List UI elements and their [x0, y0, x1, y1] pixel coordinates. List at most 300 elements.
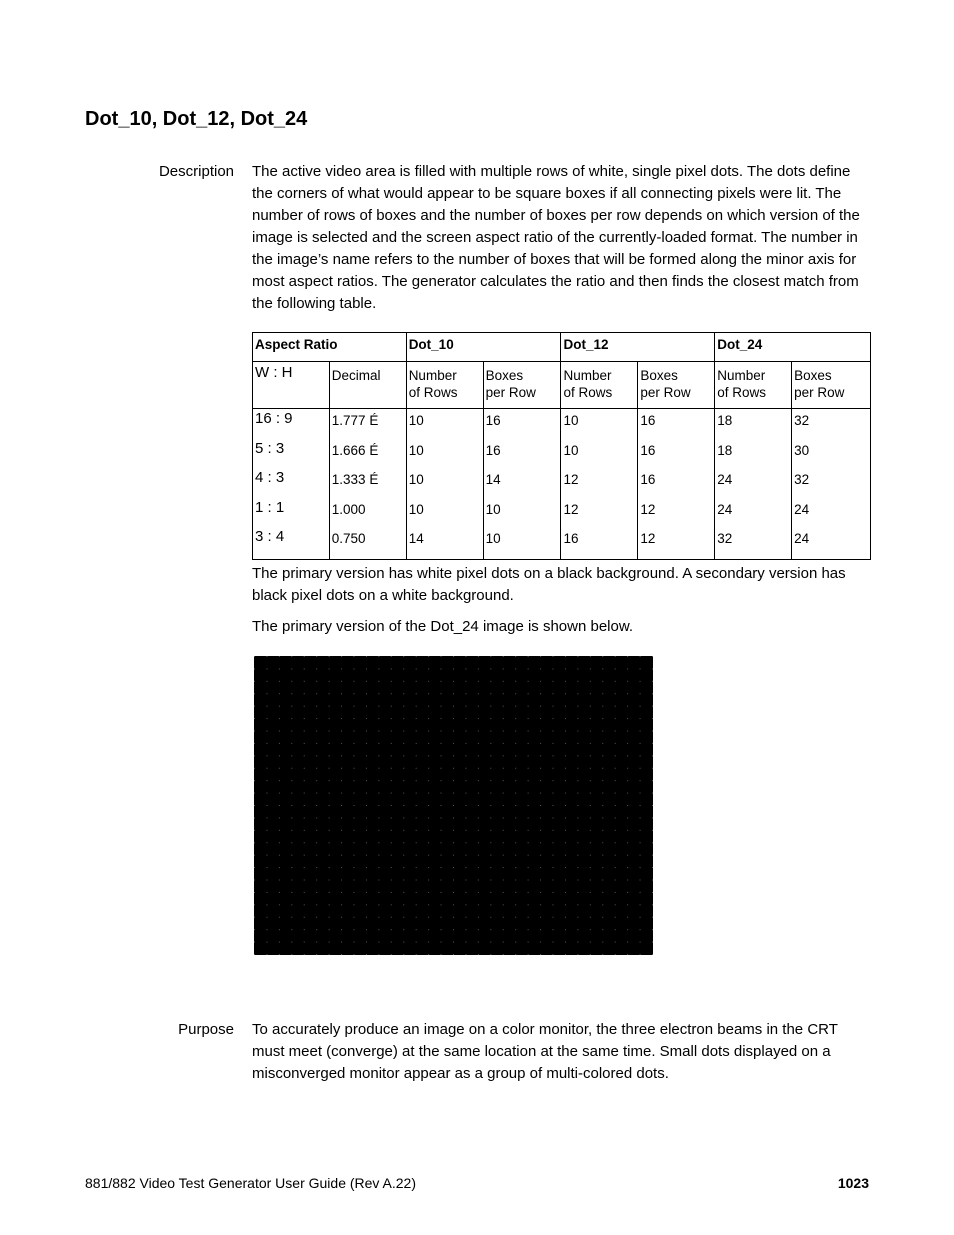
pixel-dot — [366, 817, 367, 818]
pixel-dot — [316, 793, 317, 794]
pixel-dot — [279, 917, 280, 918]
pixel-dot — [391, 780, 392, 781]
sub-header-rows: Number of Rows — [408, 368, 458, 400]
pixel-dot — [341, 693, 342, 694]
pixel-dot — [428, 917, 429, 918]
pixel-dot — [378, 830, 379, 831]
pixel-dot — [652, 867, 653, 868]
pixel-dot — [528, 830, 529, 831]
pixel-dot — [254, 718, 255, 719]
pixel-dot — [403, 929, 404, 930]
pixel-dot — [391, 693, 392, 694]
pixel-dot — [416, 743, 417, 744]
pixel-dot — [602, 656, 603, 657]
pixel-dot — [366, 718, 367, 719]
pixel-dot — [279, 817, 280, 818]
pixel-dot — [304, 929, 305, 930]
pixel-dot — [478, 731, 479, 732]
pixel-dot — [416, 855, 417, 856]
pixel-dot — [640, 656, 641, 657]
column-dot12-boxes — [638, 409, 715, 560]
pixel-dot — [627, 693, 628, 694]
pixel-dot — [540, 855, 541, 856]
pixel-dot — [590, 793, 591, 794]
pixel-dot — [515, 817, 516, 818]
pixel-dot — [490, 793, 491, 794]
pixel-dot — [515, 743, 516, 744]
pixel-dot — [490, 780, 491, 781]
pixel-dot — [428, 780, 429, 781]
pixel-dot — [416, 904, 417, 905]
pixel-dot — [391, 817, 392, 818]
pixel-dot — [366, 929, 367, 930]
pixel-dot — [441, 805, 442, 806]
pixel-dot — [590, 929, 591, 930]
pixel-dot — [341, 942, 342, 943]
pixel-dot — [279, 681, 280, 682]
pixel-dot — [378, 942, 379, 943]
pixel-dot — [590, 817, 591, 818]
pixel-dot — [515, 718, 516, 719]
pixel-dot — [266, 718, 267, 719]
pixel-dot — [291, 718, 292, 719]
pixel-dot — [503, 880, 504, 881]
pixel-dot — [478, 892, 479, 893]
pixel-dot — [490, 954, 491, 955]
pixel-dot — [490, 706, 491, 707]
pixel-dot — [515, 768, 516, 769]
pixel-dot — [254, 681, 255, 682]
pixel-dot — [590, 805, 591, 806]
pixel-dot — [304, 954, 305, 955]
pixel-dot — [553, 830, 554, 831]
pixel-dot — [602, 855, 603, 856]
pixel-dot — [503, 942, 504, 943]
pixel-dot — [503, 867, 504, 868]
pixel-dot — [354, 706, 355, 707]
pixel-dot — [366, 681, 367, 682]
pixel-dot — [627, 855, 628, 856]
pixel-dot — [266, 656, 267, 657]
pixel-dot — [540, 929, 541, 930]
pixel-dot — [465, 892, 466, 893]
pixel-dot — [652, 842, 653, 843]
pixel-dot — [304, 731, 305, 732]
pixel-dot — [354, 817, 355, 818]
pixel-dot — [540, 693, 541, 694]
pixel-dot — [553, 929, 554, 930]
pixel-dot — [403, 855, 404, 856]
pixel-dot — [416, 731, 417, 732]
pixel-dot — [652, 755, 653, 756]
pixel-dot — [403, 892, 404, 893]
pixel-dot — [565, 693, 566, 694]
pixel-dot — [465, 880, 466, 881]
pixel-dot — [341, 780, 342, 781]
pixel-dot — [378, 793, 379, 794]
pixel-dot — [329, 768, 330, 769]
pixel-dot — [478, 718, 479, 719]
versions-paragraph: The primary version has white pixel dots on a black background. A secondary version has black pixel dots on a white background. — [252, 565, 846, 604]
pixel-dot — [354, 731, 355, 732]
sub-header-rows: Number of Rows — [717, 368, 766, 400]
pixel-dot — [528, 706, 529, 707]
table-cell: 16 : 9 — [255, 410, 293, 427]
pixel-dot — [304, 656, 305, 657]
pixel-dot — [254, 793, 255, 794]
pixel-dot — [652, 892, 653, 893]
pixel-dot — [366, 954, 367, 955]
pixel-dot — [266, 681, 267, 682]
pixel-dot — [615, 693, 616, 694]
pixel-dot — [627, 867, 628, 868]
sub-header-cell — [715, 362, 792, 409]
pixel-dot — [316, 668, 317, 669]
pixel-dot — [403, 904, 404, 905]
pixel-dot — [553, 842, 554, 843]
pixel-dot — [627, 656, 628, 657]
pixel-dot — [590, 867, 591, 868]
pixel-dot — [528, 681, 529, 682]
pixel-dot — [391, 855, 392, 856]
pixel-dot — [416, 880, 417, 881]
sub-header-cell — [253, 362, 330, 409]
pixel-dot — [441, 892, 442, 893]
pixel-dot — [627, 731, 628, 732]
pixel-dot — [553, 805, 554, 806]
pixel-dot — [652, 693, 653, 694]
pixel-dot — [329, 929, 330, 930]
pixel-dot — [490, 656, 491, 657]
pixel-dot — [266, 929, 267, 930]
pixel-dot — [391, 830, 392, 831]
pixel-dot — [254, 731, 255, 732]
pixel-dot — [304, 817, 305, 818]
pixel-dot — [453, 718, 454, 719]
pixel-dot — [528, 954, 529, 955]
table-cell: 10 — [408, 501, 424, 517]
pixel-dot — [316, 917, 317, 918]
pixel-dot — [316, 867, 317, 868]
pixel-dot — [602, 830, 603, 831]
pixel-dot — [627, 842, 628, 843]
pixel-dot — [428, 842, 429, 843]
pixel-dot — [540, 942, 541, 943]
pixel-dot — [602, 805, 603, 806]
pixel-dot — [266, 954, 267, 955]
pixel-dot — [615, 942, 616, 943]
pixel-dot — [366, 855, 367, 856]
pixel-dot — [378, 706, 379, 707]
pixel-dot — [366, 768, 367, 769]
pixel-dot — [515, 656, 516, 657]
pixel-dot — [528, 929, 529, 930]
pixel-dot — [416, 867, 417, 868]
pixel-dot — [291, 855, 292, 856]
dot-24-pattern-image — [254, 656, 653, 955]
pixel-dot — [279, 880, 280, 881]
pixel-dot — [316, 656, 317, 657]
table-cell: 14 — [408, 531, 424, 546]
pixel-dot — [341, 904, 342, 905]
pixel-dot — [403, 718, 404, 719]
pixel-dot — [279, 768, 280, 769]
pixel-dot — [441, 768, 442, 769]
pixel-dot — [465, 929, 466, 930]
pixel-dot — [503, 755, 504, 756]
pixel-dot — [627, 954, 628, 955]
pixel-dot — [640, 892, 641, 893]
pixel-dot — [602, 681, 603, 682]
pixel-dot — [652, 929, 653, 930]
pixel-dot — [615, 954, 616, 955]
pixel-dot — [416, 755, 417, 756]
pixel-dot — [329, 755, 330, 756]
pixel-dot — [266, 867, 267, 868]
pixel-dot — [341, 880, 342, 881]
pixel-dot — [602, 693, 603, 694]
pixel-dot — [640, 668, 641, 669]
pixel-dot — [652, 855, 653, 856]
pixel-dot — [279, 706, 280, 707]
pixel-dot — [602, 743, 603, 744]
pixel-dot — [503, 892, 504, 893]
pixel-dot — [291, 942, 292, 943]
pixel-dot — [391, 929, 392, 930]
pixel-dot — [553, 904, 554, 905]
pixel-dot — [627, 929, 628, 930]
pixel-dot — [553, 743, 554, 744]
pixel-dot — [453, 880, 454, 881]
pixel-dot — [341, 706, 342, 707]
pixel-dot — [291, 954, 292, 955]
pixel-dot — [254, 693, 255, 694]
pixel-dot — [391, 842, 392, 843]
pixel-dot — [615, 917, 616, 918]
pixel-dot — [391, 718, 392, 719]
pixel-dot — [528, 768, 529, 769]
pixel-dot — [565, 842, 566, 843]
pixel-dot — [590, 954, 591, 955]
pixel-dot — [503, 805, 504, 806]
pixel-dot — [279, 830, 280, 831]
pixel-dot — [453, 904, 454, 905]
pixel-dot — [490, 904, 491, 905]
pixel-dot — [528, 904, 529, 905]
pixel-dot — [279, 793, 280, 794]
pixel-dot — [354, 780, 355, 781]
pixel-dot — [291, 693, 292, 694]
pixel-dot — [478, 656, 479, 657]
pixel-dot — [627, 805, 628, 806]
pixel-dot — [453, 917, 454, 918]
sub-header-boxes: Boxes per Row — [485, 368, 536, 400]
pixel-dot — [478, 805, 479, 806]
pixel-dot — [652, 768, 653, 769]
pixel-dot — [428, 681, 429, 682]
pixel-dot — [540, 892, 541, 893]
pixel-dot — [490, 929, 491, 930]
pixel-dot — [441, 718, 442, 719]
table-cell: 24 — [717, 501, 733, 517]
pixel-dot — [590, 656, 591, 657]
pixel-dot — [490, 880, 491, 881]
pixel-dot — [565, 954, 566, 955]
pixel-dot — [291, 929, 292, 930]
pixel-dot — [515, 693, 516, 694]
pixel-dot — [577, 693, 578, 694]
pixel-dot — [565, 731, 566, 732]
pixel-dot — [416, 681, 417, 682]
pixel-dot — [441, 681, 442, 682]
pixel-dot — [403, 817, 404, 818]
pixel-dot — [453, 743, 454, 744]
pixel-dot — [453, 817, 454, 818]
pixel-dot — [354, 954, 355, 955]
pixel-dot — [378, 755, 379, 756]
pixel-dot — [503, 768, 504, 769]
pixel-dot — [441, 668, 442, 669]
sub-header-cell — [329, 362, 406, 409]
table-cell: 32 — [794, 413, 810, 428]
pixel-dot — [565, 656, 566, 657]
pixel-dot — [291, 793, 292, 794]
pixel-dot — [266, 904, 267, 905]
pixel-dot — [391, 706, 392, 707]
column-dot24-boxes — [792, 409, 871, 560]
pixel-dot — [291, 731, 292, 732]
pixel-dot — [553, 880, 554, 881]
pixel-dot — [453, 842, 454, 843]
pixel-dot — [490, 668, 491, 669]
pixel-dot — [590, 855, 591, 856]
pixel-dot — [279, 942, 280, 943]
pixel-dot — [378, 743, 379, 744]
pixel-dot — [291, 743, 292, 744]
pixel-dot — [378, 780, 379, 781]
pixel-dot — [540, 780, 541, 781]
pixel-dot — [490, 842, 491, 843]
pixel-dot — [254, 768, 255, 769]
aspect-ratio-table — [252, 332, 871, 560]
pixel-dot — [465, 718, 466, 719]
pixel-dot — [577, 718, 578, 719]
pixel-dot — [341, 805, 342, 806]
pixel-dot — [366, 793, 367, 794]
pixel-dot — [577, 656, 578, 657]
pixel-dot — [366, 731, 367, 732]
pixel-dot — [478, 793, 479, 794]
pixel-dot — [503, 780, 504, 781]
pixel-dot — [465, 942, 466, 943]
pixel-dot — [403, 656, 404, 657]
pixel-dot — [279, 855, 280, 856]
pixel-dot — [503, 668, 504, 669]
pixel-dot — [528, 867, 529, 868]
header-dot-24: Dot_24 — [715, 333, 871, 362]
pixel-dot — [515, 830, 516, 831]
pixel-dot — [590, 693, 591, 694]
pixel-dot — [416, 892, 417, 893]
pixel-dot — [441, 830, 442, 831]
pixel-dot — [341, 929, 342, 930]
pixel-dot — [503, 693, 504, 694]
pixel-dot — [441, 755, 442, 756]
pixel-dot — [254, 706, 255, 707]
pixel-dot — [366, 917, 367, 918]
pixel-dot — [540, 743, 541, 744]
pixel-dot — [627, 892, 628, 893]
pixel-dot — [627, 706, 628, 707]
dot-grid — [254, 656, 653, 955]
pixel-dot — [528, 656, 529, 657]
pixel-dot — [316, 929, 317, 930]
pixel-dot — [652, 668, 653, 669]
pixel-dot — [329, 668, 330, 669]
pixel-dot — [354, 755, 355, 756]
pixel-dot — [528, 942, 529, 943]
pixel-dot — [416, 718, 417, 719]
pixel-dot — [640, 718, 641, 719]
pixel-dot — [378, 656, 379, 657]
pixel-dot — [503, 743, 504, 744]
pixel-dot — [540, 718, 541, 719]
pixel-dot — [490, 942, 491, 943]
pixel-dot — [528, 743, 529, 744]
pixel-dot — [553, 706, 554, 707]
pixel-dot — [378, 904, 379, 905]
table-cell: 5 : 3 — [255, 439, 285, 457]
pixel-dot — [354, 830, 355, 831]
pixel-dot — [341, 681, 342, 682]
pixel-dot — [254, 668, 255, 669]
table-cell: 12 — [563, 472, 579, 487]
pixel-dot — [329, 656, 330, 657]
pixel-dot — [615, 842, 616, 843]
pixel-dot — [366, 830, 367, 831]
pixel-dot — [615, 780, 616, 781]
pixel-dot — [553, 768, 554, 769]
pixel-dot — [391, 731, 392, 732]
pixel-dot — [453, 681, 454, 682]
pixel-dot — [291, 880, 292, 881]
pixel-dot — [403, 830, 404, 831]
table-data-row — [253, 409, 871, 560]
pixel-dot — [366, 805, 367, 806]
pixel-dot — [279, 656, 280, 657]
pixel-dot — [615, 830, 616, 831]
pixel-dot — [602, 954, 603, 955]
pixel-dot — [428, 954, 429, 955]
pixel-dot — [254, 755, 255, 756]
pixel-dot — [391, 668, 392, 669]
pixel-dot — [503, 681, 504, 682]
pixel-dot — [329, 817, 330, 818]
pixel-dot — [528, 718, 529, 719]
pixel-dot — [428, 793, 429, 794]
pixel-dot — [453, 830, 454, 831]
table-cell: 3 : 4 — [255, 528, 285, 545]
pixel-dot — [590, 718, 591, 719]
pixel-dot — [254, 892, 255, 893]
pixel-dot — [403, 793, 404, 794]
pixel-dot — [291, 768, 292, 769]
pixel-dot — [465, 668, 466, 669]
pixel-dot — [391, 743, 392, 744]
pixel-dot — [602, 731, 603, 732]
pixel-dot — [378, 867, 379, 868]
pixel-dot — [366, 867, 367, 868]
